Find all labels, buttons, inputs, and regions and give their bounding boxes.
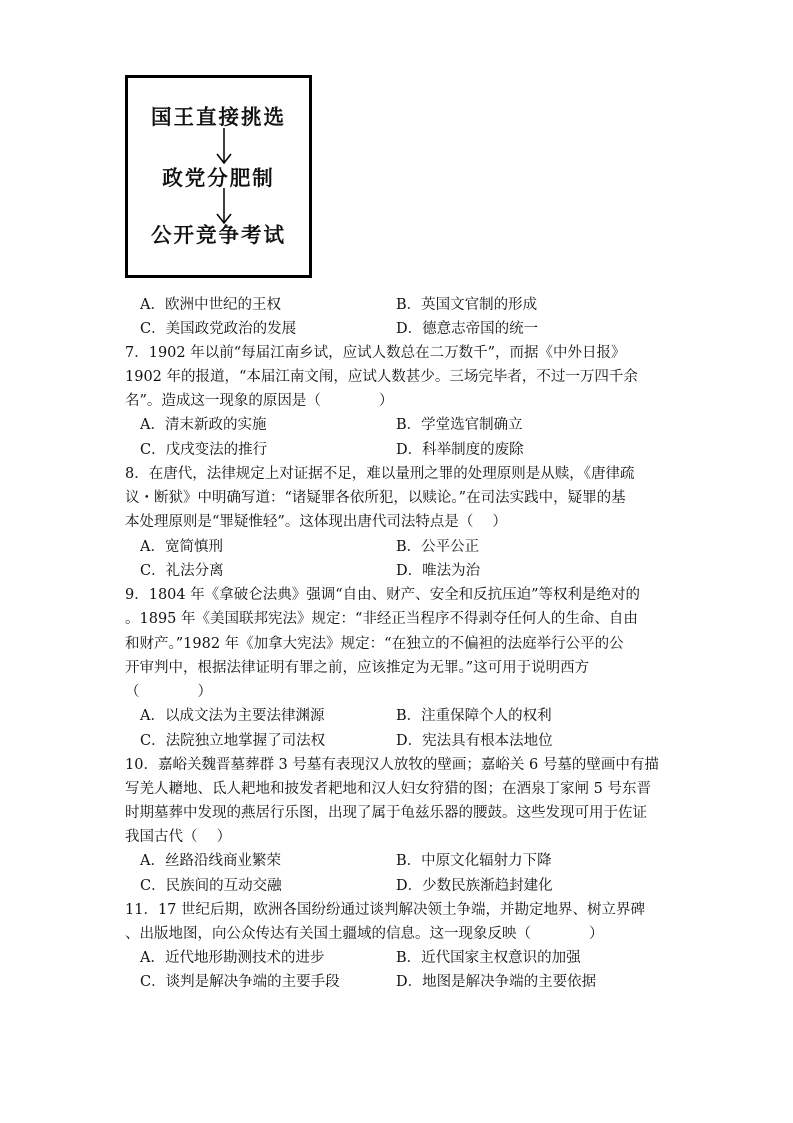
q10-option-d[interactable]: D．少数民族渐趋封建化: [396, 878, 553, 894]
q8-option-d[interactable]: D．唯法为治: [396, 563, 481, 579]
q6-option-d[interactable]: D．德意志帝国的统一: [396, 321, 539, 337]
q6-option-b[interactable]: B．英国文官制的形成: [396, 297, 538, 313]
down-arrow-icon: [128, 126, 309, 166]
q11-stem-line: 、出版地图，向公众传达有关国土疆域的信息。这一现象反映（ ）: [125, 926, 604, 942]
q9-stem-line: 开审判中，根据法律证明有罪之前，应该推定为无罪。”这可用于说明西方: [125, 660, 590, 676]
q10-stem-line: 我国古代（ ）: [125, 829, 232, 845]
q9-stem-line: 9．1804 年《拿破仑法典》强调“自由、财产、安全和反抗压迫”等权利是绝对的: [125, 587, 641, 603]
q10-stem-line: 10．嘉峪关魏晋墓葬群 3 号墓有表现汉人放牧的壁画；嘉峪关 6 号墓的壁画中有描: [125, 757, 659, 773]
q8-stem-line: 议・断狱》中明确写道：“诸疑罪各依所犯，以赎论。”在司法实践中，疑罪的基: [125, 490, 626, 506]
q9-stem-line: 。1895 年《美国联邦宪法》规定：“非经正当程序不得剥夺任何人的生命、自由: [125, 611, 638, 627]
q9-option-b[interactable]: B．注重保障个人的权利: [396, 708, 552, 724]
q6-option-a[interactable]: A．欧洲中世纪的王权: [140, 297, 281, 313]
q8-option-c[interactable]: C．礼法分离: [140, 563, 224, 579]
q7-stem-line: 1902 年的报道，“本届江南文闱，应试人数甚少。三场完毕者，不过一万四千余: [125, 369, 638, 385]
q7-option-a[interactable]: A．清末新政的实施: [140, 417, 267, 433]
q9-option-c[interactable]: C．法院独立地掌握了司法权: [140, 733, 326, 749]
q7-option-d[interactable]: D．科举制度的废除: [396, 442, 524, 458]
q11-stem-line: 11．17 世纪后期，欧洲各国纷纷通过谈判解决领土争端，并勘定地界、树立界碑: [125, 902, 646, 918]
q8-stem-line: 本处理原则是“罪疑惟轻”。这体现出唐代司法特点是（ ）: [125, 514, 507, 530]
q9-stem-line: 和财产。”1982 年《加拿大宪法》规定：“在独立的不偏袒的法庭举行公平的公: [125, 636, 624, 652]
q8-stem-line: 8．在唐代，法律规定上对证据不足，难以量刑之罪的处理原则是从赎，《唐律疏: [125, 466, 635, 482]
q8-option-a[interactable]: A．宽简慎刑: [140, 539, 223, 555]
q10-option-c[interactable]: C．民族间的互动交融: [140, 878, 282, 894]
q10-option-b[interactable]: B．中原文化辐射力下降: [396, 853, 552, 869]
q10-option-a[interactable]: A．丝路沿线商业繁荣: [140, 853, 281, 869]
q11-option-b[interactable]: B．近代国家主权意识的加强: [396, 950, 581, 966]
q7-stem-line: 7．1902 年以前“每届江南乡试，应试人数总在二万数千”，而据《中外日报》: [125, 345, 626, 361]
q11-option-d[interactable]: D．地图是解决争端的主要依据: [396, 974, 597, 990]
q7-option-b[interactable]: B．学堂选官制确立: [396, 417, 523, 433]
q10-stem-line: 时期墓葬中发现的燕居行乐图，出现了属于龟兹乐器的腰鼓。这些发现可用于佐证: [125, 805, 647, 821]
q10-stem-line: 写羌人耱地、氐人耙地和披发者耙地和汉人妇女狩猎的图；在酒泉丁家闸 5 号东晋: [125, 781, 651, 797]
q9-option-a[interactable]: A．以成文法为主要法律渊源: [140, 708, 325, 724]
diagram-step-1: 国王直接挑选: [151, 105, 286, 129]
q6-option-c[interactable]: C．美国政党政治的发展: [140, 321, 297, 337]
q11-option-a[interactable]: A．近代地形勘测技术的进步: [140, 950, 325, 966]
q9-stem-line: （ ）: [125, 684, 212, 700]
flow-diagram: [125, 75, 312, 278]
q8-option-b[interactable]: B．公平公正: [396, 539, 480, 555]
q7-stem-line: 名”。造成这一现象的原因是（ ）: [125, 393, 394, 409]
diagram-step-2: 政党分肥制: [162, 166, 275, 190]
q7-option-c[interactable]: C．戊戌变法的推行: [140, 442, 268, 458]
diagram-step-3: 公开竞争考试: [151, 223, 286, 247]
q11-option-c[interactable]: C．谈判是解决争端的主要手段: [140, 974, 340, 990]
q9-option-d[interactable]: D．宪法具有根本法地位: [396, 733, 553, 749]
